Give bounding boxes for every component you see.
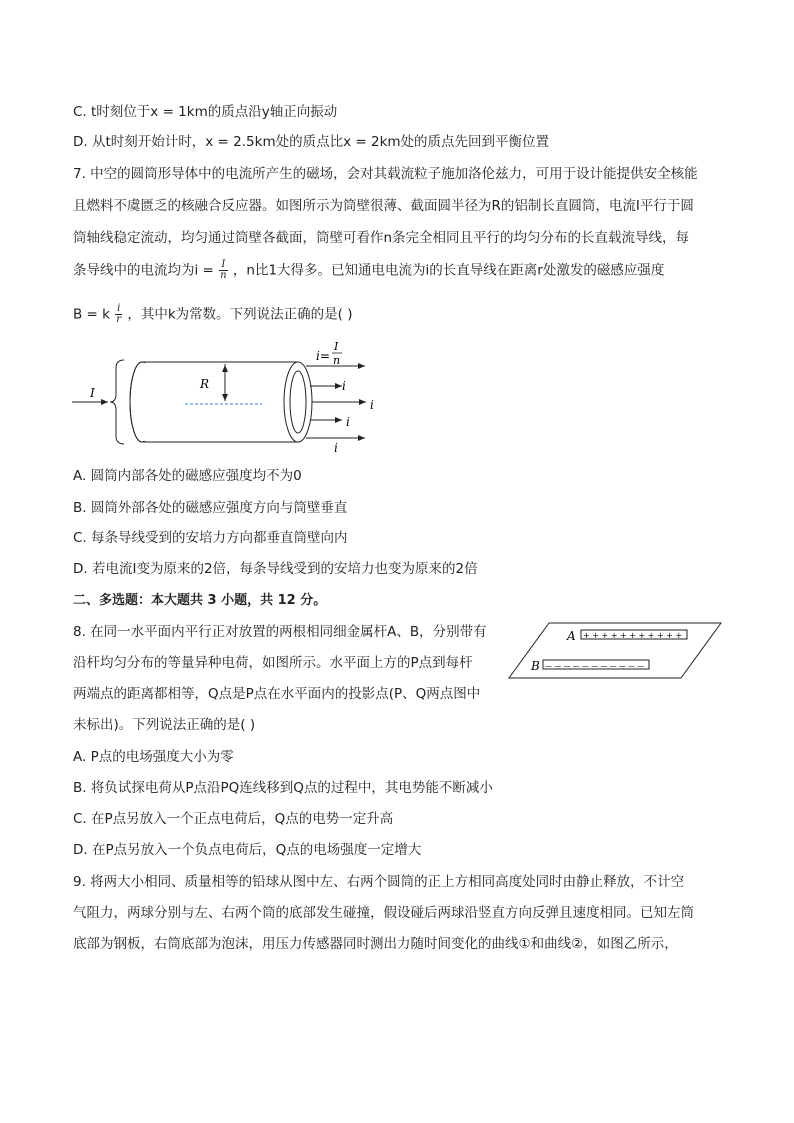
label-I: I bbox=[90, 386, 95, 400]
label-i-4: i bbox=[334, 441, 338, 455]
q9-text-2: 气阻力，两球分别与左、右两个筒的底部发生碰撞，假设碰后两球沿竖直方向反弹且速度相同。已知左筒 bbox=[73, 905, 694, 921]
cylinder-front-inner bbox=[290, 371, 306, 433]
q7-text-4 bbox=[73, 260, 664, 281]
q7-option-a: A. 圆筒内部各处的磁感应强度均不为0 bbox=[73, 468, 302, 484]
label-R: R bbox=[200, 377, 210, 391]
q7-text-1: 7. 中空的圆筒形导体中的电流所产生的磁场，会对其载流粒子施加洛伦兹力，可用于设计能提供安全核能 bbox=[73, 166, 698, 182]
q8-text-1: 8. 在同一水平面内平行正对放置的两根相同细金属杆A、B，分别带有 bbox=[73, 624, 487, 640]
q9-text-1: 9. 将两大小相同、质量相等的铅球从图中左、右两个圆筒的正上方相同高度处同时由静止释放，不计空 bbox=[73, 874, 685, 890]
label-i-2: i bbox=[370, 398, 374, 412]
q7-text-5 bbox=[73, 304, 353, 325]
brace bbox=[110, 360, 124, 444]
label-i-eq: i= bbox=[316, 349, 330, 363]
section-heading-multiple-choice: 二、多选题：本大题共 3 小题，共 12 分。 bbox=[73, 593, 327, 608]
q7-option-b: B. 圆筒外部各处的磁感应强度方向与筒壁垂直 bbox=[73, 500, 348, 516]
q7-option-c: C. 每条导线受到的安培力方向都垂直筒壁向内 bbox=[73, 530, 348, 546]
q8-text-4: 未标出)。下列说法正确的是( ) bbox=[73, 717, 256, 733]
q7-cylinder-figure bbox=[70, 338, 390, 458]
q8-option-a: A. P点的电场强度大小为零 bbox=[73, 749, 234, 765]
q7-option-d: D. 若电流I变为原来的2倍，每条导线受到的安培力也变为原来的2倍 bbox=[73, 561, 478, 577]
label-A: A bbox=[567, 629, 576, 643]
q6-option-d: D. 从t时刻开始计时，x = 2.5km处的质点比x = 2km处的质点先回到平衡位置 bbox=[73, 134, 550, 150]
q7-text-3: 筒轴线稳定流动，均匀通过筒壁各截面，筒壁可看作n条完全相同且平行的均匀分布的长直载流导线，每 bbox=[73, 230, 690, 246]
q8-option-d: D. 在P点另放入一个负点电荷后，Q点的电场强度一定增大 bbox=[73, 842, 422, 858]
q6-option-c: C. t时刻位于x = 1km的质点沿y轴正向振动 bbox=[73, 104, 338, 120]
rod-A-charges: + + + + + + + + + + + bbox=[583, 631, 683, 640]
q7-text-2: 且燃料不虞匮乏的核融合反应器。如图所示为筒壁很薄、截面圆半径为R的铝制长直圆筒，电流I平行于圆 bbox=[73, 198, 694, 214]
q8-text-3: 两端点的距离都相等，Q点是P点在水平面内的投影点(P、Q两点图中 bbox=[73, 686, 481, 702]
label-frac-den: n bbox=[333, 354, 341, 367]
label-i-3: i bbox=[346, 415, 350, 429]
fraction-B bbox=[115, 304, 122, 325]
label-frac-num: I bbox=[334, 340, 339, 353]
q7-text-5a: B = k bbox=[73, 306, 110, 323]
q9-text-3: 底部为钢板，右筒底部为泡沫，用压力传感器同时测出力随时间变化的曲线①和曲线②，如图乙所示， bbox=[73, 936, 678, 952]
label-i-1: i bbox=[342, 379, 346, 393]
q7-text-5b: ，其中k为常数。下列说法正确的是( ) bbox=[127, 306, 353, 323]
fraction-i-num: I bbox=[219, 260, 227, 271]
rod-B-charges: — — — — — — — — — — — bbox=[545, 662, 645, 670]
fraction-i bbox=[219, 260, 227, 281]
q8-option-c: C. 在P点另放入一个正点电荷后，Q点的电势一定升高 bbox=[73, 811, 394, 827]
fraction-B-den: r bbox=[116, 314, 122, 325]
q7-text-4b: ，n比1大得多。已知通电电流为i的长直导线在距离r处激发的磁感应强度 bbox=[232, 262, 665, 279]
q8-rods-figure bbox=[505, 620, 725, 682]
q8-option-b: B. 将负试探电荷从P点沿PQ连线移到Q点的过程中，其电势能不断减小 bbox=[73, 780, 493, 796]
q7-text-4a: 条导线中的电流均为i = bbox=[73, 262, 214, 279]
fraction-i-den: n bbox=[220, 270, 227, 281]
fraction-B-num: i bbox=[117, 303, 121, 314]
label-B: B bbox=[531, 659, 540, 673]
q8-text-2: 沿杆均匀分布的等量异种电荷，如图所示。水平面上方的P点到每杆 bbox=[73, 655, 473, 671]
